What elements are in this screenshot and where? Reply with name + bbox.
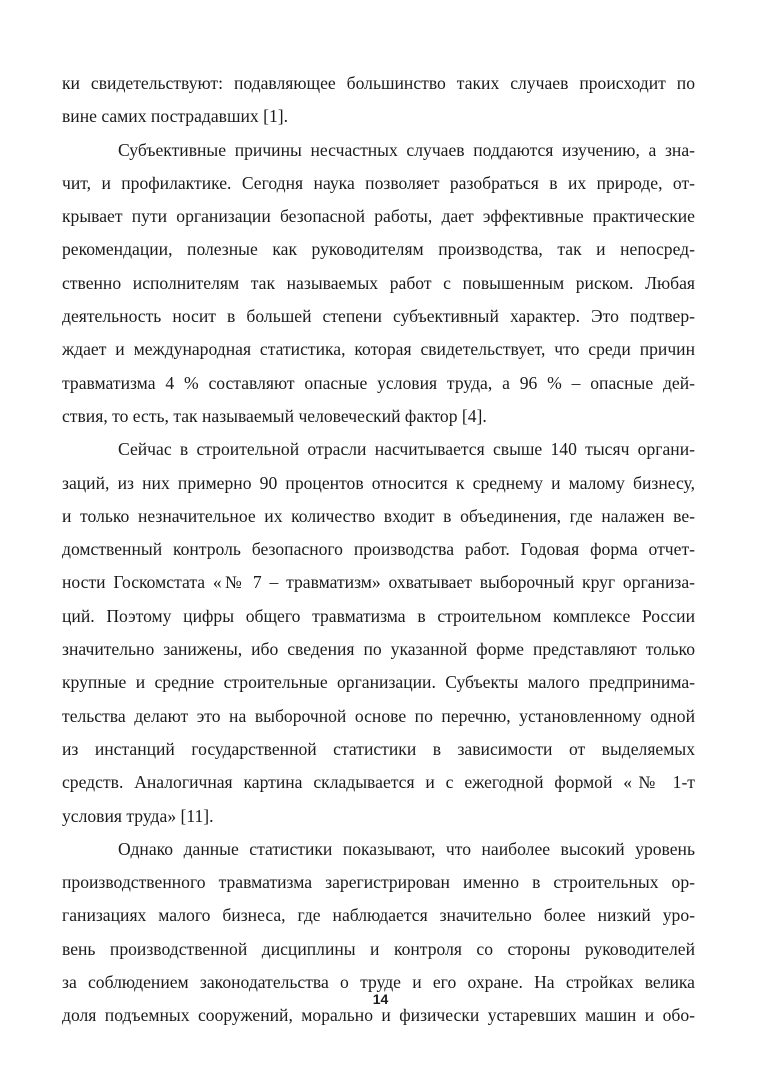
text-line: тельства делают это на выборочной основе по перечню, установленному одной (62, 705, 695, 726)
document-page (62, 67, 695, 1033)
page-number: 14 (372, 991, 389, 1007)
text-line: ствия, то есть, так называемый человеческий фактор [4]. (62, 405, 487, 426)
text-line: чит, и профилактике. Сегодня наука позволяет разобраться в их природе, от- (62, 172, 695, 193)
paragraph (62, 134, 695, 434)
text-line: производственного травматизма зарегистрирован именно в строительных ор- (62, 872, 695, 893)
text-line: рекомендации, полезные как руководителям производства, так и непосред- (62, 239, 695, 260)
text-line: и только незначительное их количество входит в объединения, где налажен ве- (62, 505, 695, 526)
text-line: условия труда» [11]. (62, 805, 214, 826)
text-line: ганизациях малого бизнеса, где наблюдается значительно более низкий уро- (62, 905, 695, 926)
text-line: крывает пути организации безопасной работы, дает эффективные практические (62, 206, 695, 227)
paragraph (62, 67, 695, 134)
text-line: вень производственной дисциплины и контроля со стороны руководителей (62, 938, 695, 959)
text-line: Однако данные статистики показывают, что наиболее высокий уровень (118, 838, 695, 859)
text-line: вине самих пострадавших [1]. (62, 106, 289, 127)
text-line: ждает и международная статистика, которая свидетельствует, что среди причин (62, 339, 695, 360)
text-line: Субъективные причины несчастных случаев поддаются изучению, а зна- (118, 139, 695, 160)
text-line: из инстанций государственной статистики в зависимости от выделяемых (62, 738, 695, 759)
text-line: травматизма 4 % составляют опасные условия труда, а 96 % – опасные дей- (62, 372, 695, 393)
text-line: деятельность носит в большей степени субъективный характер. Это подтвер- (62, 306, 695, 327)
text-line: ций. Поэтому цифры общего травматизма в строительном комплексе России (62, 605, 695, 626)
text-line: доля подъемных сооружений, морально и физически устаревших машин и обо- (62, 1005, 695, 1026)
text-line: домственный контроль безопасного производства работ. Годовая форма отчет- (62, 539, 695, 560)
text-line: за соблюдением законодательства о труде и его охране. На стройках велика (62, 972, 695, 993)
text-line: средств. Аналогичная картина складывается и с ежегодной формой «№ 1-т (62, 772, 695, 793)
paragraph (62, 433, 695, 833)
text-line: заций, из них примерно 90 процентов относится к среднему и малому бизнесу, (62, 472, 695, 493)
text-line: значительно занижены, ибо сведения по указанной форме представляют только (62, 639, 695, 660)
text-line: ственно исполнителям так называемых работ с повышенным риском. Любая (62, 272, 695, 293)
text-line: крупные и средние строительные организации. Субъекты малого предпринима- (62, 672, 695, 693)
text-line: ности Госкомстата «№ 7 – травматизм» охватывает выборочный круг организа- (62, 572, 695, 593)
text-line: ки свидетельствуют: подавляющее большинство таких случаев происходит по (62, 73, 695, 93)
text-line: Сейчас в строительной отрасли насчитывается свыше 140 тысяч органи- (118, 439, 695, 460)
